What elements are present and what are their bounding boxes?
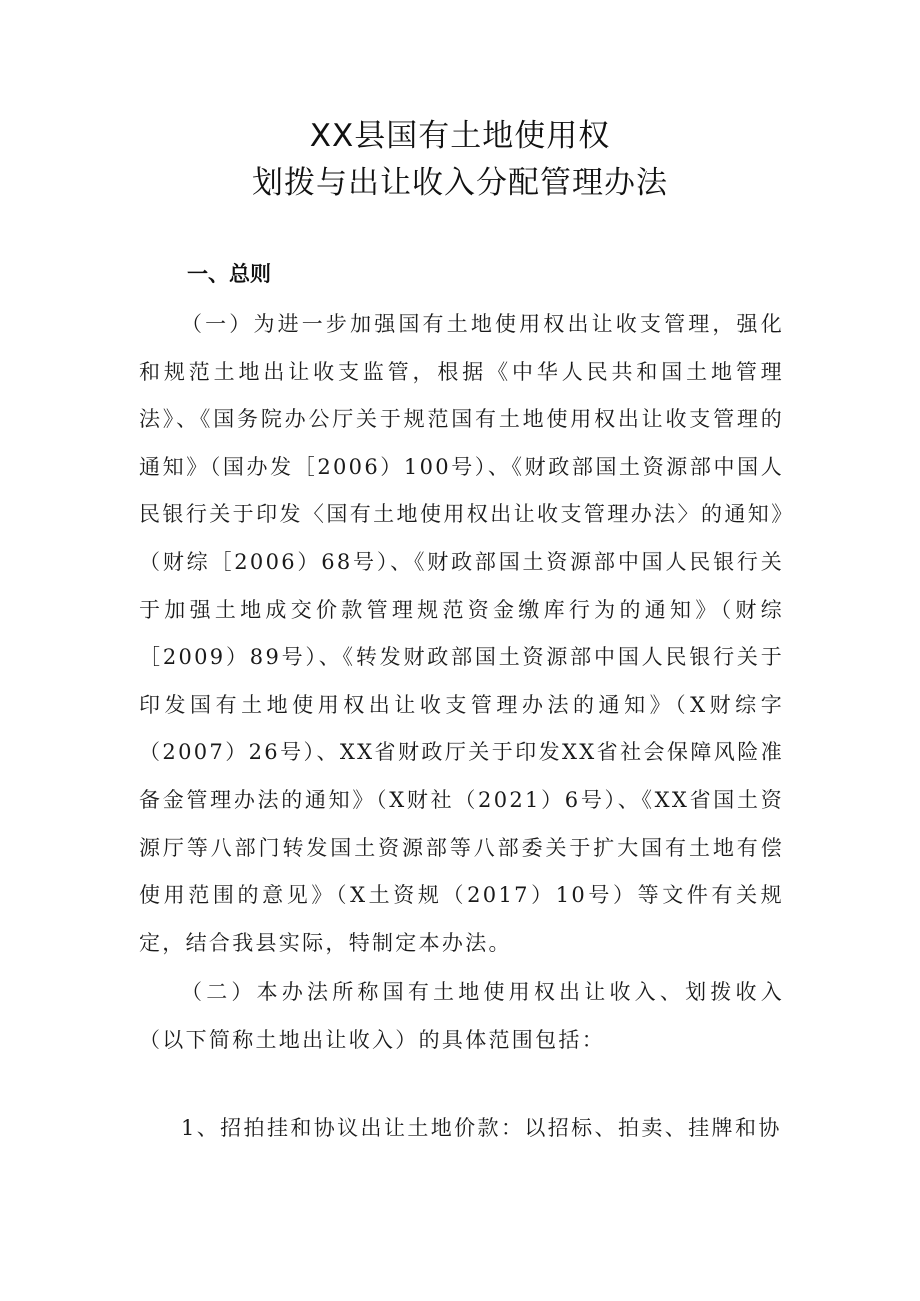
paragraph-scope: （二）本办法所称国有土地使用权出让收入、划拨收入（以下简称土地出让收入）的具体范围包括： bbox=[139, 980, 784, 1052]
paragraph-item-1: 1、招拍挂和协议出让土地价款：以招标、拍卖、挂牌和协 bbox=[181, 1116, 782, 1140]
paragraph-purpose: （一）为进一步加强国有土地使用权出让收支管理，强化和规范土地出让收支监管，根据《中华人民共和国土地管理法》、《国务院办公厅关于规范国有土地使用权出让收支管理的通知》（国办发［2006）100号）、《财政部国土资源部中国人民银行关于印发〈国有土地使用权出让收支管理办法〉的通知》（财综［2006）68号）、《财政部国土资源部中国人民银行关于加强土地成交价款管理规范资金缴库行为的通知》（财综［2009）89号）、《转发财政部国土资源部中国人民银行关于印发国有土地使用权出让收支管理办法的通知》（X财综字（2007）26号）、XX省财政厅关于印发XX省社会保障风险准备金管理办法的通知》（X财社（2021）6号）、《XX省国土资源厅等八部门转发国土资源部等八部委关于扩大国有土地有偿使用范围的意见》（X土资规（2017）10号）等文件有关规定，结合我县实际，特制定本办法。 bbox=[139, 312, 784, 955]
document-title-line-1: XX县国有土地使用权 bbox=[309, 118, 611, 154]
document-title-line-2: 划拨与出让收入分配管理办法 bbox=[252, 165, 668, 201]
section-heading-general: 一、总则 bbox=[187, 262, 271, 286]
